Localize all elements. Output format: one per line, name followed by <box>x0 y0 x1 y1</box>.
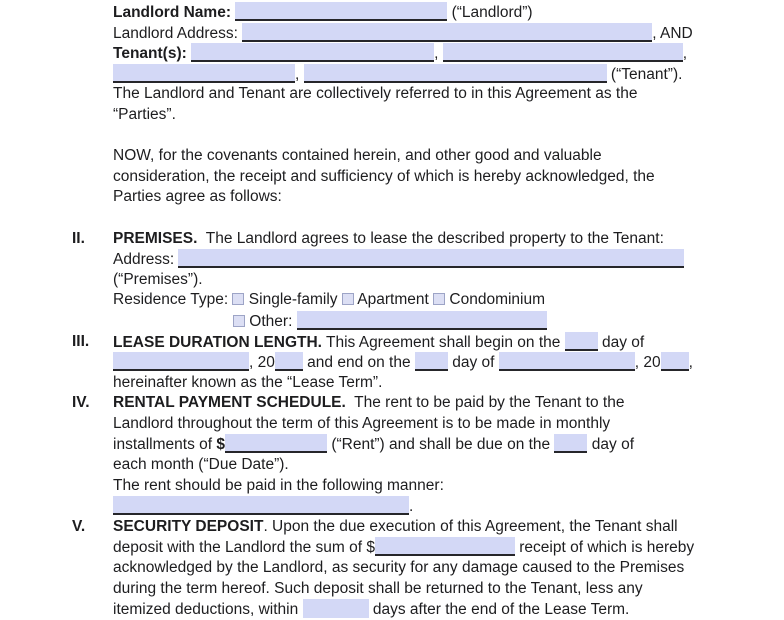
section-rental-payment <box>72 393 784 517</box>
condominium-label: Condominium <box>445 291 546 309</box>
condominium-checkbox[interactable] <box>433 293 445 305</box>
document-line <box>113 290 784 311</box>
parties-intro-block <box>113 2 784 126</box>
landlord-name-field[interactable] <box>235 2 447 21</box>
covenants-paragraph <box>113 146 784 208</box>
end-year-field[interactable] <box>661 352 689 371</box>
covenants-line3: Parties agree as follows: <box>113 188 282 206</box>
begin-month-field[interactable] <box>113 352 249 371</box>
document-line <box>113 579 784 600</box>
lease-term-defined: hereinafter known as the “Lease Term”. <box>113 373 383 391</box>
deductions-text: itemized deductions, within <box>113 601 303 619</box>
rent-due-day-field[interactable] <box>554 434 587 453</box>
premises-address-field[interactable] <box>178 249 684 268</box>
rental-line2: Landlord throughout the term of this Agreement is to be made in monthly <box>113 414 611 432</box>
other-residence-field[interactable] <box>297 311 547 330</box>
document-line <box>113 393 784 414</box>
section-rental-payment-numeral: IV. <box>72 394 90 412</box>
lease-duration-heading: LEASE DURATION LENGTH. <box>113 333 322 351</box>
document-line <box>113 352 784 373</box>
and-conjunction: , AND <box>652 24 693 42</box>
tenant-4-field[interactable] <box>304 64 607 83</box>
single-family-checkbox[interactable] <box>232 293 244 305</box>
rental-line1: The rent to be paid by the Tenant to the <box>345 394 625 412</box>
document-line <box>113 64 784 85</box>
rent-amount-field[interactable] <box>225 434 327 453</box>
document-line <box>113 496 784 517</box>
begin-year-prefix: , 20 <box>249 354 275 372</box>
separator: , <box>434 45 443 63</box>
deposit-sum-text: deposit with the Landlord the sum of $ <box>113 539 375 557</box>
tenant-3-field[interactable] <box>113 64 295 83</box>
landlord-defined-term: (“Landlord”) <box>447 4 533 21</box>
day-of-text: day of <box>447 354 499 372</box>
document-line <box>113 537 784 558</box>
section-lease-duration <box>72 332 784 394</box>
document-line <box>113 270 784 291</box>
document-line <box>113 167 784 188</box>
parties-sentence-line2: “Parties”. <box>113 105 176 123</box>
apartment-label: Apartment <box>353 291 434 309</box>
landlord-address-label: Landlord Address: <box>113 24 243 42</box>
other-checkbox[interactable] <box>233 315 245 327</box>
separator: , <box>688 354 693 372</box>
document-line <box>113 414 784 435</box>
document-line <box>113 23 784 44</box>
begin-year-field[interactable] <box>275 352 303 371</box>
deposit-end-text: days after the end of the Lease Term. <box>368 601 630 619</box>
document-line <box>113 229 784 250</box>
day-of-text: day of <box>587 436 635 454</box>
deposit-receipt-text: receipt of which is hereby <box>514 539 695 557</box>
document-line <box>113 105 784 126</box>
section-premises-numeral: II. <box>72 229 85 247</box>
day-of-text: day of <box>597 333 645 351</box>
landlord-name-label: Landlord Name: <box>113 4 236 21</box>
deposit-line3: acknowledged by the Landlord, as security for any damage caused to the Premises <box>113 559 685 577</box>
rent-due-text: (“Rent”) and shall be due on the <box>327 436 555 454</box>
end-month-field[interactable] <box>499 352 635 371</box>
tenant-1-field[interactable] <box>191 43 434 62</box>
document-line <box>113 476 784 497</box>
residence-type-label: Residence Type: <box>113 291 233 309</box>
parties-sentence-line1: The Landlord and Tenant are collectively referred to in this Agreement as the <box>113 85 638 103</box>
deposit-return-days-field[interactable] <box>303 599 369 618</box>
document-line <box>113 455 784 476</box>
rental-payment-heading: RENTAL PAYMENT SCHEDULE. <box>113 394 346 412</box>
payment-manner-text: The rent should be paid in the following manner: <box>113 476 444 494</box>
section-security-deposit <box>72 517 784 620</box>
covenants-line1: NOW, for the covenants contained herein, and other good and valuable <box>113 147 602 165</box>
begin-day-field[interactable] <box>565 332 598 351</box>
premises-heading: PREMISES. <box>113 229 198 247</box>
lease-begin-text: This Agreement shall begin on the <box>321 333 565 351</box>
period: . <box>409 498 414 516</box>
section-premises <box>72 229 784 332</box>
document-line <box>113 146 784 167</box>
single-family-label: Single-family <box>244 291 342 309</box>
document-line <box>113 434 784 455</box>
installments-text: installments of <box>113 436 217 454</box>
document-line <box>113 249 784 270</box>
premises-sentence: The Landlord agrees to lease the described property to the Tenant: <box>197 229 664 247</box>
document-line <box>113 332 784 353</box>
security-deposit-heading: SECURITY DEPOSIT <box>113 517 264 535</box>
covenants-line2: consideration, the receipt and sufficiency of which is hereby acknowledged, the <box>113 167 655 185</box>
separator: , <box>295 65 304 83</box>
deposit-line1: . Upon the due execution of this Agreement, the Tenant shall <box>263 517 678 535</box>
document-line <box>113 43 784 64</box>
document-line <box>113 311 784 332</box>
tenant-2-field[interactable] <box>443 43 683 62</box>
other-label: Other: <box>245 312 297 330</box>
tenant-defined-term: (“Tenant”). <box>606 65 683 83</box>
document-line <box>113 187 784 208</box>
premises-defined-term: (“Premises”). <box>113 270 203 288</box>
document-line <box>113 84 784 105</box>
document-line <box>113 2 784 23</box>
section-lease-duration-numeral: III. <box>72 332 90 350</box>
end-year-prefix: , 20 <box>634 354 661 372</box>
document-line <box>113 599 784 620</box>
lease-end-text: and end on the <box>302 354 415 372</box>
payment-manner-field[interactable] <box>113 496 409 515</box>
landlord-address-field[interactable] <box>242 23 652 42</box>
section-security-deposit-numeral: V. <box>72 517 86 535</box>
document-line <box>113 517 784 538</box>
end-day-field[interactable] <box>415 352 448 371</box>
premises-address-label: Address: <box>113 251 179 269</box>
apartment-checkbox[interactable] <box>342 293 354 305</box>
tenants-label: Tenant(s): <box>113 45 192 63</box>
due-date-defined: each month (“Due Date”). <box>113 456 289 474</box>
deposit-amount-field[interactable] <box>375 537 515 556</box>
document-line <box>113 558 784 579</box>
separator: , <box>682 45 688 63</box>
document-line <box>113 373 784 394</box>
dollar-sign: $ <box>216 436 226 454</box>
deposit-line4: during the term hereof. Such deposit shall be returned to the Tenant, less any <box>113 579 643 597</box>
